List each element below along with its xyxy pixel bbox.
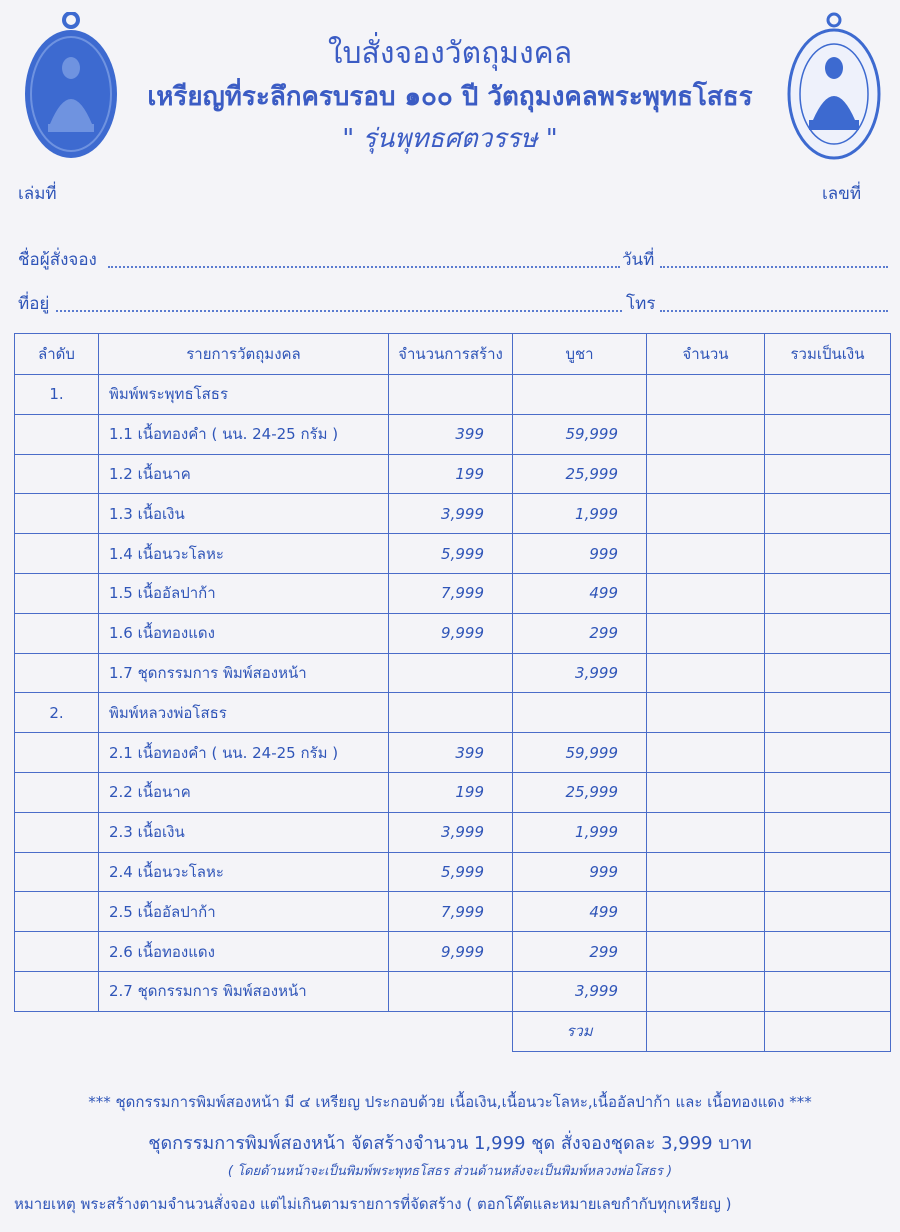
- row-production-qty: [389, 653, 513, 693]
- table-row: [15, 573, 891, 613]
- header-production-qty: จำนวนการสร้าง: [389, 334, 513, 375]
- row-price: 1,999: [513, 494, 647, 534]
- table-row: [15, 693, 891, 733]
- row-item: 2.2 เนื้อนาค: [99, 772, 389, 812]
- row-item: 1.4 เนื้อนวะโลหะ: [99, 534, 389, 574]
- row-number: [15, 494, 99, 534]
- row-item: 1.1 เนื้อทองคำ ( นน. 24-25 กรัม ): [99, 414, 389, 454]
- row-price: 25,999: [513, 454, 647, 494]
- row-price: [513, 693, 647, 733]
- row-amount-input[interactable]: [647, 733, 765, 773]
- table-row: [15, 733, 891, 773]
- row-total-input[interactable]: [765, 375, 891, 415]
- row-production-qty: 199: [389, 772, 513, 812]
- row-amount-input[interactable]: [647, 653, 765, 693]
- row-production-qty: 7,999: [389, 573, 513, 613]
- row-number: [15, 971, 99, 1011]
- header-total: รวมเป็นเงิน: [765, 334, 891, 375]
- row-item: พิมพ์หลวงพ่อโสธร: [99, 693, 389, 733]
- row-item: 2.3 เนื้อเงิน: [99, 812, 389, 852]
- total-label: รวม: [513, 1011, 647, 1051]
- total-amount-input[interactable]: [647, 1011, 765, 1051]
- row-production-qty: 5,999: [389, 852, 513, 892]
- row-total-input[interactable]: [765, 733, 891, 773]
- row-total-input[interactable]: [765, 613, 891, 653]
- row-price: 499: [513, 573, 647, 613]
- table-row: [15, 653, 891, 693]
- row-total-input[interactable]: [765, 693, 891, 733]
- row-price: 299: [513, 932, 647, 972]
- table-row: [15, 892, 891, 932]
- row-number: [15, 653, 99, 693]
- row-number: [15, 733, 99, 773]
- row-price: 299: [513, 613, 647, 653]
- row-item: พิมพ์พระพุทธโสธร: [99, 375, 389, 415]
- row-item: 1.2 เนื้อนาค: [99, 454, 389, 494]
- table-row: [15, 414, 891, 454]
- row-price: 3,999: [513, 971, 647, 1011]
- title-line-1: ใบสั่งจองวัตถุมงคล: [327, 36, 573, 71]
- row-item: 1.6 เนื้อทองแดง: [99, 613, 389, 653]
- row-total-input[interactable]: [765, 494, 891, 534]
- table-row: [15, 613, 891, 653]
- row-amount-input[interactable]: [647, 772, 765, 812]
- row-item: 2.7 ชุดกรรมการ พิมพ์สองหน้า: [99, 971, 389, 1011]
- row-production-qty: 3,999: [389, 812, 513, 852]
- row-number: [15, 414, 99, 454]
- row-number: [15, 613, 99, 653]
- address-label: ที่อยู่: [18, 294, 50, 314]
- row-production-qty: 399: [389, 733, 513, 773]
- header-price: บูชา: [513, 334, 647, 375]
- row-production-qty: 7,999: [389, 892, 513, 932]
- row-total-input[interactable]: [765, 414, 891, 454]
- row-total-input[interactable]: [765, 892, 891, 932]
- header-amount: จำนวน: [647, 334, 765, 375]
- note-set-sides: ( โดยด้านหน้าจะเป็นพิมพ์พระพุทธโสธร ส่วนด้านหลังจะเป็นพิมพ์หลวงพ่อโสธร ): [227, 1164, 673, 1179]
- row-number: [15, 772, 99, 812]
- row-total-input[interactable]: [765, 932, 891, 972]
- row-total-input[interactable]: [765, 971, 891, 1011]
- orderer-name-label: ชื่อผู้สั่งจอง: [18, 250, 97, 270]
- row-total-input[interactable]: [765, 573, 891, 613]
- row-price: [513, 375, 647, 415]
- row-price: 25,999: [513, 772, 647, 812]
- table-row: [15, 932, 891, 972]
- table-header-row: [15, 334, 891, 375]
- row-production-qty: 199: [389, 454, 513, 494]
- row-production-qty: [389, 375, 513, 415]
- row-total-input[interactable]: [765, 812, 891, 852]
- row-number: [15, 852, 99, 892]
- row-amount-input[interactable]: [647, 852, 765, 892]
- table-total-row: [15, 1011, 891, 1051]
- row-amount-input[interactable]: [647, 932, 765, 972]
- row-amount-input[interactable]: [647, 892, 765, 932]
- row-price: 999: [513, 852, 647, 892]
- row-number: [15, 932, 99, 972]
- table-row: [15, 971, 891, 1011]
- row-item: 1.3 เนื้อเงิน: [99, 494, 389, 534]
- note-set-quantity: ชุดกรรมการพิมพ์สองหน้า จัดสร้างจำนวน 1,999 ชุด สั่งจองชุดละ 3,999 บาท: [148, 1133, 752, 1154]
- row-item: 2.5 เนื้ออัลปาก้า: [99, 892, 389, 932]
- row-price: 1,999: [513, 812, 647, 852]
- grand-total-input[interactable]: [765, 1011, 891, 1051]
- row-number: [15, 892, 99, 932]
- row-total-input[interactable]: [765, 454, 891, 494]
- table-row: [15, 812, 891, 852]
- row-amount-input[interactable]: [647, 534, 765, 574]
- table-row: [15, 534, 891, 574]
- row-item: 2.6 เนื้อทองแดง: [99, 932, 389, 972]
- row-number: [15, 454, 99, 494]
- title-line-3: " รุ่นพุทธศตวรรษ ": [342, 124, 558, 154]
- date-field[interactable]: [660, 266, 888, 268]
- title-line-2: เหรียญที่ระลึกครบรอบ ๑๐๐ ปี วัตถุมงคลพระพุทธโสธร: [147, 82, 753, 112]
- book-number-label: เล่มที่: [18, 184, 57, 204]
- table-row: [15, 852, 891, 892]
- row-price: 999: [513, 534, 647, 574]
- row-production-qty: 5,999: [389, 534, 513, 574]
- total-row-spacer: [15, 1011, 513, 1051]
- row-item: 2.4 เนื้อนวะโลหะ: [99, 852, 389, 892]
- row-production-qty: [389, 693, 513, 733]
- row-number: 2.: [15, 693, 99, 733]
- row-number: [15, 812, 99, 852]
- row-amount-input[interactable]: [647, 375, 765, 415]
- row-amount-input[interactable]: [647, 693, 765, 733]
- order-table: [14, 333, 891, 1052]
- row-number: 1.: [15, 375, 99, 415]
- row-amount-input[interactable]: [647, 454, 765, 494]
- row-amount-input[interactable]: [647, 414, 765, 454]
- row-price: 59,999: [513, 733, 647, 773]
- row-production-qty: 3,999: [389, 494, 513, 534]
- table-row: [15, 494, 891, 534]
- form-number-label: เลขที่: [822, 184, 862, 204]
- row-production-qty: 9,999: [389, 613, 513, 653]
- row-number: [15, 573, 99, 613]
- orderer-name-field[interactable]: [108, 266, 620, 268]
- row-price: 59,999: [513, 414, 647, 454]
- row-item: 2.1 เนื้อทองคำ ( นน. 24-25 กรัม ): [99, 733, 389, 773]
- note-set-contents: *** ชุดกรรมการพิมพ์สองหน้า มี ๔ เหรียญ ประกอบด้วย เนื้อเงิน,เนื้อนวะโลหะ,เนื้ออัลปาก้า และ เนื้อทองแดง ***: [88, 1093, 812, 1111]
- row-number: [15, 534, 99, 574]
- row-price: 3,999: [513, 653, 647, 693]
- date-label: วันที่: [622, 250, 655, 270]
- row-amount-input[interactable]: [647, 812, 765, 852]
- header-order: ลำดับ: [15, 334, 99, 375]
- phone-field[interactable]: [660, 310, 888, 312]
- row-item: 1.5 เนื้ออัลปาก้า: [99, 573, 389, 613]
- remark: หมายเหตุ พระสร้างตามจำนวนสั่งจอง แต่ไม่เกินตามรายการที่จัดสร้าง ( ตอกโค๊ตและหมายเลขกำกับทุกเหรียญ ): [14, 1195, 732, 1213]
- row-total-input[interactable]: [765, 852, 891, 892]
- row-production-qty: 9,999: [389, 932, 513, 972]
- table-row: [15, 375, 891, 415]
- row-production-qty: 399: [389, 414, 513, 454]
- row-production-qty: [389, 971, 513, 1011]
- row-total-input[interactable]: [765, 653, 891, 693]
- row-price: 499: [513, 892, 647, 932]
- row-total-input[interactable]: [765, 772, 891, 812]
- table-row: [15, 454, 891, 494]
- phone-label: โทร: [626, 294, 656, 314]
- row-amount-input[interactable]: [647, 573, 765, 613]
- address-field[interactable]: [56, 310, 622, 312]
- row-amount-input[interactable]: [647, 971, 765, 1011]
- row-amount-input[interactable]: [647, 494, 765, 534]
- table-row: [15, 772, 891, 812]
- row-item: 1.7 ชุดกรรมการ พิมพ์สองหน้า: [99, 653, 389, 693]
- header-item: รายการวัตถุมงคล: [99, 334, 389, 375]
- row-total-input[interactable]: [765, 534, 891, 574]
- row-amount-input[interactable]: [647, 613, 765, 653]
